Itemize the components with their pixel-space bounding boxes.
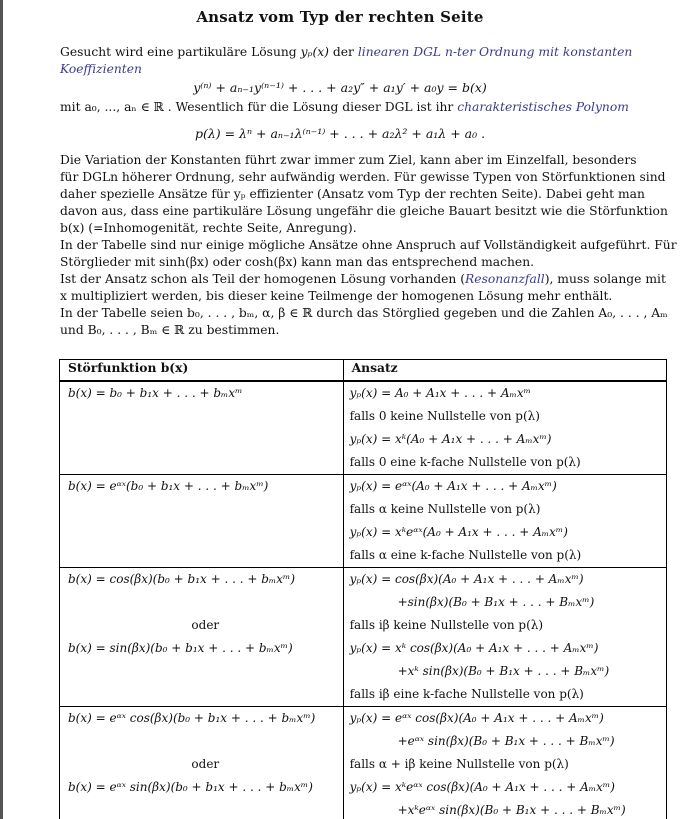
link-resonanzfall[interactable]: Resonanzfall xyxy=(465,272,545,286)
intro-line-1: Gesucht wird eine partikuläre Lösung yₚ(x) der linearen DGL n-ter Ordnung mit konstanten xyxy=(60,45,633,59)
ansatz-line: +sin(βx)(B₀ + B₁x + . . . + Bₘxᵐ) xyxy=(397,595,595,609)
ansatz-line: yₚ(x) = xᵏeᵅˣ cos(βx)(A₀ + A₁x + . . . + Aₘxᵐ) xyxy=(349,780,615,794)
table-row xyxy=(60,707,667,819)
table-intro-line: In der Tabelle seien b₀, . . . , bₘ, α, β ∈ ℝ durch das Störglied gegeben und die Zahlen A₀, . . . , Aₘ xyxy=(60,306,668,320)
equation-dgl: y⁽ⁿ⁾ + aₙ₋₁y⁽ⁿ⁻¹⁾ + . . . + a₂y″ + a₁y′ + a₀y = b(x) xyxy=(193,80,487,95)
table-intro-line: und B₀, . . . , Bₘ ∈ ℝ zu bestimmen. xyxy=(60,323,280,337)
table-row xyxy=(60,568,667,707)
stoerfunktion-polynom: b(x) = b₀ + b₁x + . . . + bₘxᵐ xyxy=(68,386,243,400)
header-stoerfunktion: Störfunktion b(x) xyxy=(60,360,344,382)
ansatz-line: yₚ(x) = xᵏ(A₀ + A₁x + . . . + Aₘxᵐ) xyxy=(349,432,552,446)
ansatz-line: yₚ(x) = xᵏ cos(βx)(A₀ + A₁x + . . . + Aₘxᵐ) xyxy=(349,641,599,655)
ansatz-condition: falls α keine Nullstelle von p(λ) xyxy=(349,502,541,516)
equation-char-polynom: p(λ) = λⁿ + aₙ₋₁λ⁽ⁿ⁻¹⁾ + . . . + a₂λ² + a₁λ + a₀ . xyxy=(194,126,486,141)
paragraph-line: b(x) (=Inhomogenität, rechte Seite, Anregung). xyxy=(60,221,357,235)
header-ansatz: Ansatz xyxy=(343,360,666,382)
intro-line-2 xyxy=(60,61,142,78)
ansatz-line: yₚ(x) = eᵅˣ cos(βx)(A₀ + A₁x + . . . + Aₘxᵐ) xyxy=(349,711,604,725)
oder-label: oder xyxy=(191,618,220,632)
paragraph-line: In der Tabelle sind nur einige mögliche Ansätze ohne Anspruch auf Vollständigkeit aufgeführt. Für xyxy=(60,238,677,252)
paragraph-line: davon aus, dass eine partikuläre Lösung ungefähr die gleiche Bauart besitzt wie die Störfunktion xyxy=(60,204,668,218)
link-charakteristisches-polynom[interactable]: charakteristisches Polynom xyxy=(457,100,629,114)
page-title: Ansatz vom Typ der rechten Seite xyxy=(196,8,484,26)
ansatz-line: +xᵏeᵅˣ sin(βx)(B₀ + B₁x + . . . + Bₘxᵐ) xyxy=(397,803,626,817)
ansatz-line: yₚ(x) = xᵏeᵅˣ(A₀ + A₁x + . . . + Aₘxᵐ) xyxy=(349,525,568,539)
intro-line-3: mit a₀, ..., aₙ ∈ ℝ . Wesentlich für die Lösung dieser DGL ist ihr charakteristisches Polynom xyxy=(60,100,629,114)
table-row xyxy=(60,381,667,475)
ansatz-condition: falls α + iβ keine Nullstelle von p(λ) xyxy=(349,757,569,771)
ansatz-line: yₚ(x) = A₀ + A₁x + . . . + Aₘxᵐ xyxy=(349,386,531,400)
link-koeffizienten[interactable]: Koeffizienten xyxy=(60,62,142,76)
ansatz-condition: falls iβ eine k-fache Nullstelle von p(λ) xyxy=(349,687,584,701)
ansatz-condition: falls 0 eine k-fache Nullstelle von p(λ) xyxy=(349,455,581,469)
stoerfunktion-exp-sin: b(x) = eᵅˣ sin(βx)(b₀ + b₁x + . . . + bₘxᵐ) xyxy=(68,780,313,794)
ansatz-line: +xᵏ sin(βx)(B₀ + B₁x + . . . + Bₘxᵐ) xyxy=(397,664,610,678)
stoerfunktion-cos: b(x) = cos(βx)(b₀ + b₁x + . . . + bₘxᵐ) xyxy=(68,572,296,586)
stoerfunktion-sin: b(x) = sin(βx)(b₀ + b₁x + . . . + bₘxᵐ) xyxy=(68,641,293,655)
paragraph-line: Störglieder mit sinh(βx) oder cosh(βx) kann man das entsprechend machen. xyxy=(60,255,535,269)
resonance-line-1: Ist der Ansatz schon als Teil der homogenen Lösung vorhanden (Resonanzfall), muss solange mit xyxy=(60,272,666,286)
ansatz-condition: falls iβ keine Nullstelle von p(λ) xyxy=(349,618,544,632)
ansatz-line: yₚ(x) = cos(βx)(A₀ + A₁x + . . . + Aₘxᵐ) xyxy=(349,572,584,586)
paragraph-line: Die Variation der Konstanten führt zwar immer zum Ziel, kann aber im Einzelfall, besonders xyxy=(60,153,637,167)
ansatz-line: +eᵅˣ sin(βx)(B₀ + B₁x + . . . + Bₘxᵐ) xyxy=(397,734,615,748)
link-lineare-dgl[interactable]: linearen DGL n-ter Ordnung mit konstanten xyxy=(357,45,633,59)
stoerfunktion-exp-cos: b(x) = eᵅˣ cos(βx)(b₀ + b₁x + . . . + bₘxᵐ) xyxy=(68,711,316,725)
paragraph-line: für DGLn höherer Ordnung, sehr aufwändig werden. Für gewisse Typen von Störfunktionen sind xyxy=(60,170,666,184)
ansatz-condition: falls α eine k-fache Nullstelle von p(λ) xyxy=(349,548,582,562)
oder-label: oder xyxy=(191,757,220,771)
ansatz-condition: falls 0 keine Nullstelle von p(λ) xyxy=(349,409,540,423)
paragraph-line: daher spezielle Ansätze für yₚ effizienter (Ansatz vom Typ der rechten Seite). Dabei geht man xyxy=(60,187,645,201)
ansatz-table xyxy=(59,359,667,819)
resonance-line-2: x multipliziert werden, bis dieser keine Teilmenge der homogenen Lösung mehr enthält. xyxy=(60,289,613,303)
ansatz-line: yₚ(x) = eᵅˣ(A₀ + A₁x + . . . + Aₘxᵐ) xyxy=(349,479,557,493)
table-header-row xyxy=(60,360,667,382)
stoerfunktion-exp-polynom: b(x) = eᵅˣ(b₀ + b₁x + . . . + bₘxᵐ) xyxy=(68,479,269,493)
left-page-edge xyxy=(0,0,3,819)
table-row xyxy=(60,475,667,568)
